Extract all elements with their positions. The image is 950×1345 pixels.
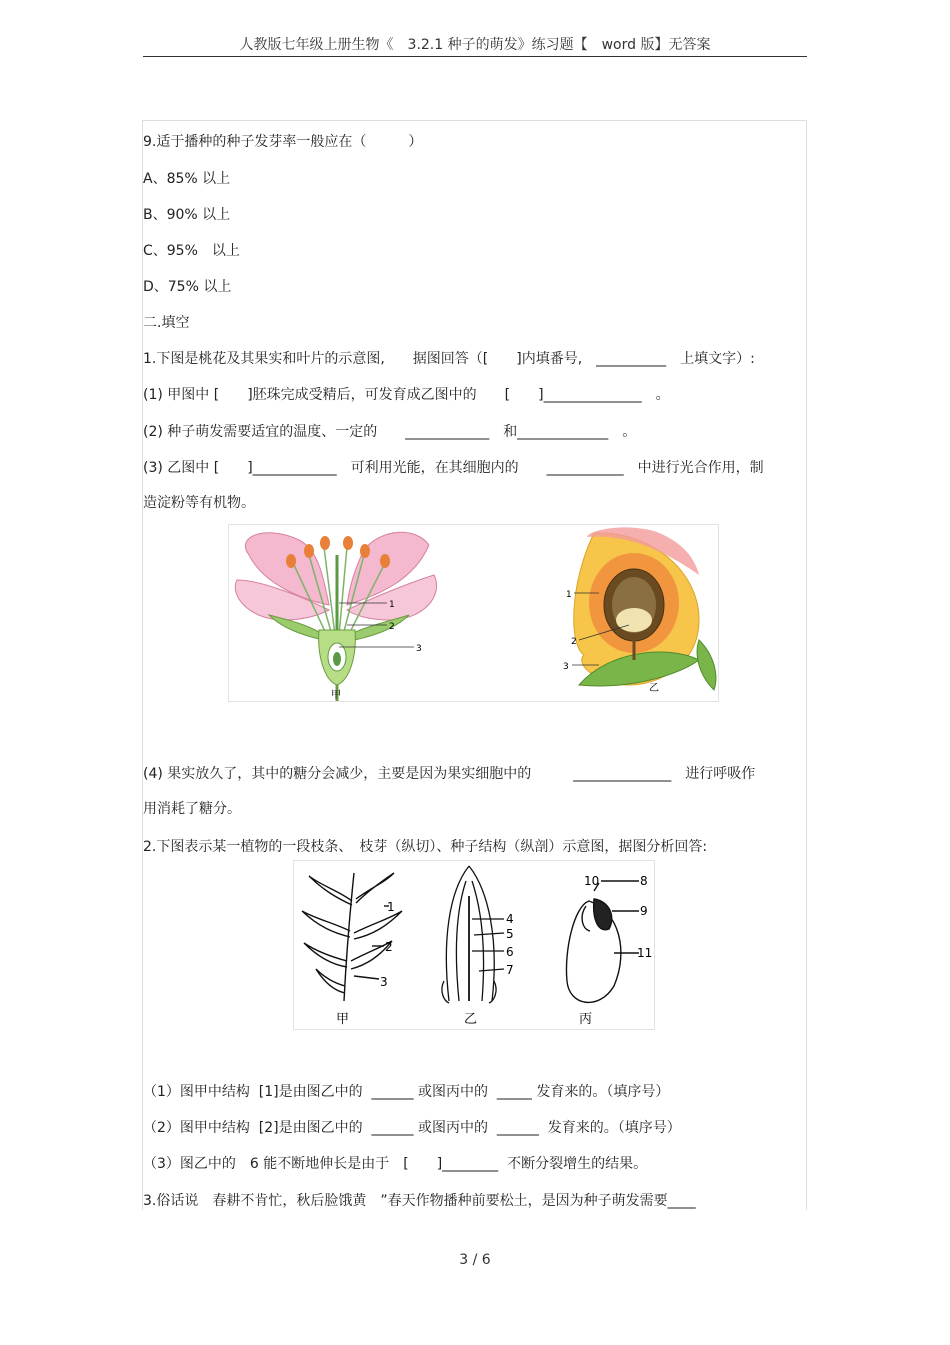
q9-option-a: A、85% 以上 <box>143 171 231 187</box>
bud-label-4: 4 <box>506 912 514 926</box>
bud-label-5: 5 <box>506 927 514 941</box>
seed-drawing <box>566 881 639 1002</box>
q9-option-b: B、90% 以上 <box>143 207 231 223</box>
content-frame-top <box>142 120 806 121</box>
bud-label-6: 6 <box>506 945 514 959</box>
fill1-part2: (2) 种子萌发需要适宜的温度、一定的 ____________ 和_____________ 。 <box>143 424 637 440</box>
q9-option-c: C、95% 以上 <box>143 243 240 259</box>
fill3-stem: 3.俗话说 春耕不肯忙，秋后脸饿黄 ”春天作物播种前要松土，是因为种子萌发需要____ <box>143 1193 696 1209</box>
branch-label-3: 3 <box>380 975 388 989</box>
figure-peach-drawing <box>229 525 718 701</box>
fruit-label-2: 2 <box>571 637 577 647</box>
figure-peach <box>228 524 719 702</box>
section-title: 二.填空 <box>143 315 190 331</box>
bud-label-7: 7 <box>506 963 514 977</box>
branch-label-2: 2 <box>385 940 393 954</box>
branch-caption: 甲 <box>336 1012 350 1027</box>
flower-label-3: 3 <box>416 644 422 654</box>
content-frame-right <box>806 120 807 1210</box>
fruit-drawing <box>572 527 716 690</box>
page-header: 人教版七年级上册生物《 3.2.1 种子的萌发》练习题【 word 版】无答案 <box>239 37 711 53</box>
fill1-part1: (1) 甲图中 [ ]胚珠完成受精后，可发育成乙图中的 [ ]______________ 。 <box>143 387 670 403</box>
bud-drawing <box>442 866 504 1003</box>
flower-label-2: 2 <box>389 622 395 632</box>
figure-branch-drawing <box>294 861 654 1029</box>
fruit-label-3: 3 <box>563 662 569 672</box>
fruit-caption: 乙 <box>649 683 659 694</box>
fill1-part3: (3) 乙图中 [ ]____________ 可利用光能，在其细胞内的 ___________ 中进行光合作用，制 <box>143 460 764 476</box>
figure-branch-bud-seed <box>293 860 655 1030</box>
fill2-stem: 2.下图表示某一植物的一段枝条、 枝芽（纵切）、种子结构（纵剖）示意图，据图分析回答: <box>143 839 708 855</box>
q9-option-d: D、75% 以上 <box>143 279 232 295</box>
seed-label-8: 8 <box>640 874 648 888</box>
seed-label-9: 9 <box>640 904 648 918</box>
seed-caption: 丙 <box>579 1012 593 1027</box>
fill1-part4: (4) 果实放久了，其中的糖分会减少，主要是因为果实细胞中的 ______________ 进行呼吸作 <box>143 766 756 782</box>
flower-caption: 甲 <box>331 690 341 701</box>
flower-drawing <box>235 532 436 701</box>
seed-label-10: 10 <box>584 874 600 888</box>
fill1-stem: 1.下图是桃花及其果实和叶片的示意图, 据图回答（[ ]内填番号, __________ 上填文字）: <box>143 351 755 367</box>
q9-stem: 9.适于播种的种子发芽率一般应在（ ） <box>143 134 423 150</box>
seed-label-11: 11 <box>637 946 653 960</box>
header-rule <box>143 56 807 57</box>
fill2-part2: （2）图甲中结构 [2]是由图乙中的 ______ 或图丙中的 ______ 发育来的。（填序号） <box>143 1120 681 1136</box>
fill1-part3-cont: 造淀粉等有机物。 <box>143 495 255 511</box>
fill2-part1: （1）图甲中结构 [1]是由图乙中的 ______ 或图丙中的 _____ 发育来的。（填序号） <box>143 1084 670 1100</box>
flower-label-1: 1 <box>389 600 395 610</box>
fill1-part4-cont: 用消耗了糖分。 <box>143 801 241 817</box>
page-number: 3 / 6 <box>459 1252 491 1268</box>
fill2-part3: （3）图乙中的 6 能不断地伸长是由于 [ ]________ 不断分裂增生的结果。 <box>143 1156 648 1172</box>
bud-caption: 乙 <box>464 1012 478 1027</box>
fruit-label-1: 1 <box>566 590 572 600</box>
branch-label-1: 1 <box>387 900 395 914</box>
